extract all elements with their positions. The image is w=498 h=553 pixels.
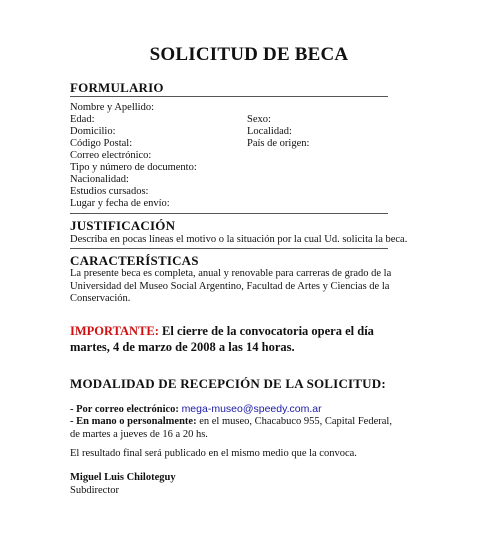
signer-name: Miguel Luis Chiloteguy [70, 472, 176, 483]
formulario-heading: FORMULARIO [70, 80, 164, 95]
field-correo: Correo electrónico: [70, 150, 152, 161]
field-nombre: Nombre y Apellido: [70, 102, 154, 113]
formulario-bottom-rule [70, 213, 388, 214]
important-notice [70, 323, 415, 355]
field-codigo-postal: Código Postal: [70, 138, 133, 149]
field-pais: País de origen: [247, 138, 310, 149]
signer-role: Subdirector [70, 485, 119, 496]
field-domicilio: Domicilio: [70, 126, 116, 137]
field-localidad: Localidad: [247, 126, 292, 137]
field-edad: Edad: [70, 114, 95, 125]
important-label: IMPORTANTE: [70, 324, 159, 338]
field-nacionalidad: Nacionalidad: [70, 174, 129, 185]
hand-text: en el museo, Chacabuco 955, Capital Federal, de martes a jueves de 16 a 20 hs. [70, 416, 392, 440]
caracteristicas-heading: CARACTERÍSTICAS [70, 253, 199, 268]
field-documento: Tipo y número de documento: [70, 162, 197, 173]
important-text: El cierre de la convocatoria opera el día martes, 4 de marzo de 2008 a las 14 horas. [70, 324, 374, 354]
result-note: El resultado final será publicado en el mismo medio que la convoca. [70, 448, 357, 459]
field-lugar-fecha: Lugar y fecha de envío: [70, 198, 170, 209]
email-link[interactable]: mega-museo@speedy.com.ar [181, 403, 322, 415]
email-label: - Por correo electrónico: [70, 404, 179, 415]
justificacion-rule [70, 248, 388, 249]
modalidad-hand-item [70, 415, 400, 441]
justificacion-heading: JUSTIFICACIÓN [70, 218, 176, 233]
field-sexo: Sexo: [247, 114, 271, 125]
document-title: SOLICITUD DE BECA [149, 44, 349, 65]
hand-label: - En mano o personalmente: [70, 416, 197, 427]
modalidad-heading: MODALIDAD DE RECEPCIÓN DE LA SOLICITUD: [70, 376, 386, 391]
formulario-rule [70, 96, 388, 97]
justificacion-text: Describa en pocas líneas el motivo o la situación por la cual Ud. solicita la beca. [70, 234, 408, 245]
field-estudios: Estudios cursados: [70, 186, 149, 197]
caracteristicas-text: La presente beca es completa, anual y renovable para carreras de grado de la Universidad del Museo Social Argentino, Facultad de Artes y Ciencias de la Conservación. [70, 268, 392, 304]
